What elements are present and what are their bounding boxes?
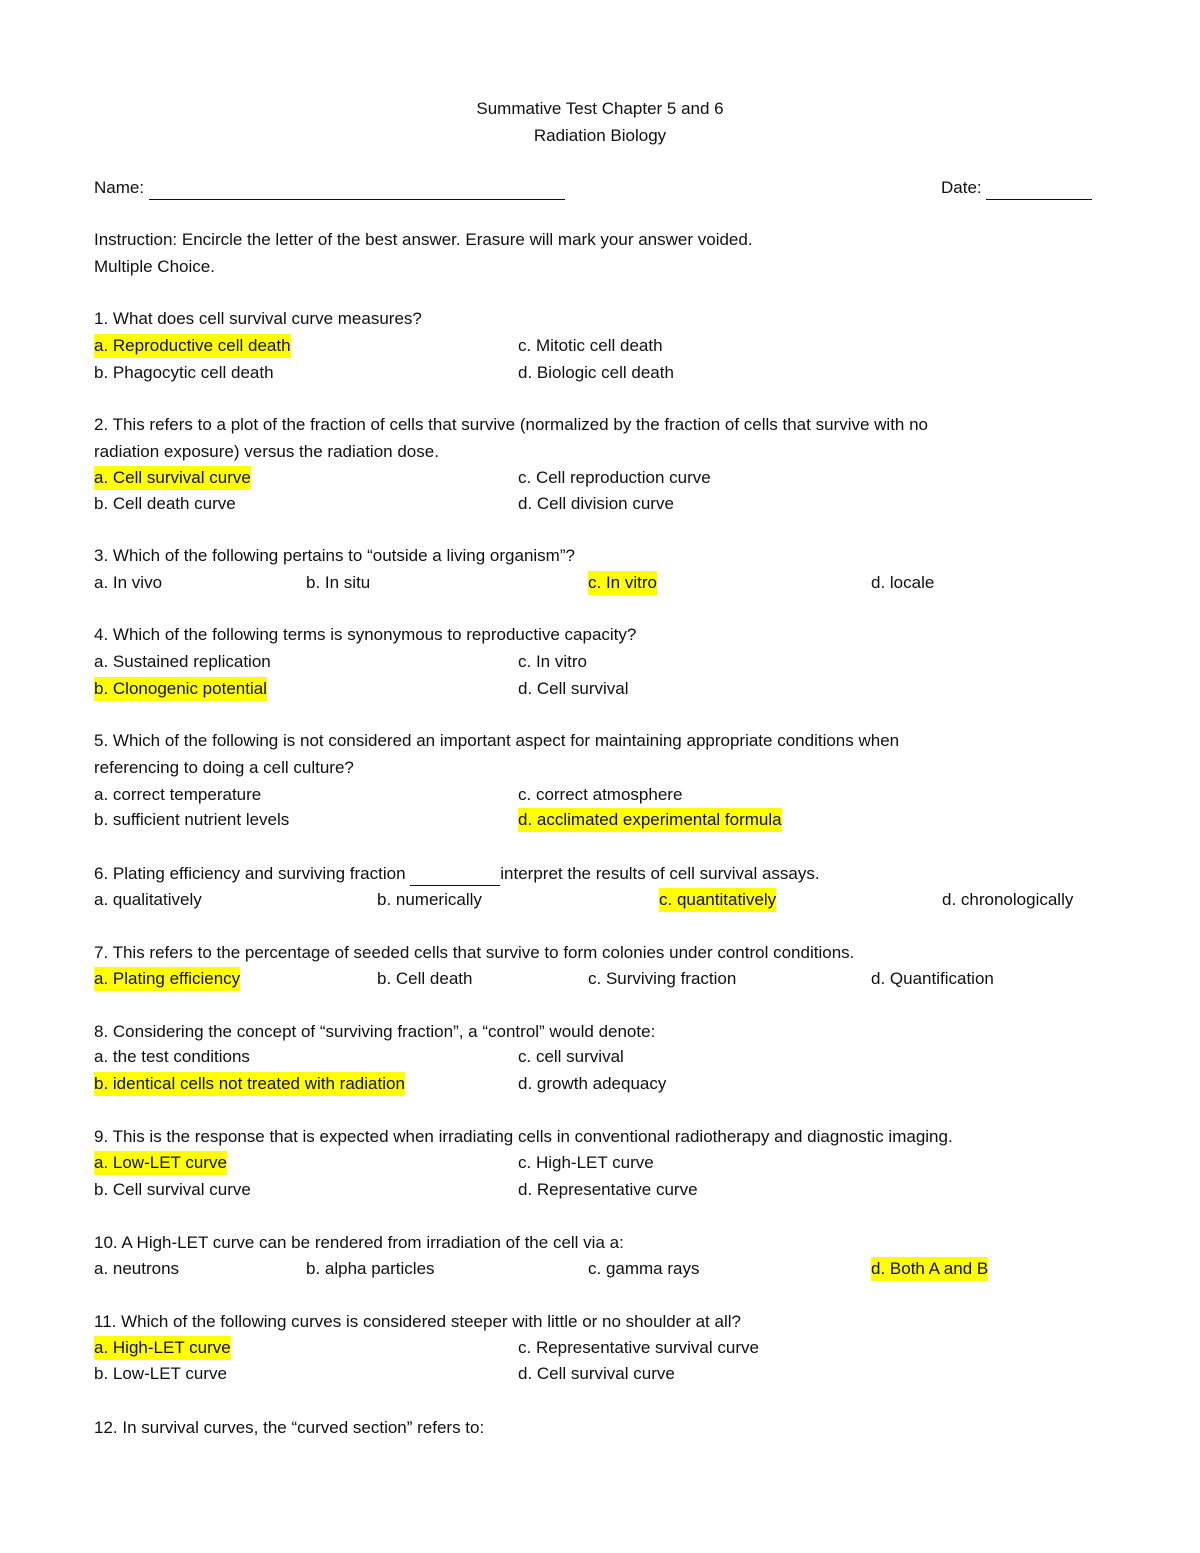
q1-option-c[interactable]: c. Mitotic cell death <box>518 336 663 355</box>
q4-option-b[interactable]: b. Clonogenic potential <box>94 677 267 701</box>
q8-option-c[interactable]: c. cell survival <box>518 1047 624 1066</box>
q6-option-c[interactable]: c. quantitatively <box>659 888 776 912</box>
q9-option-a[interactable]: a. Low-LET curve <box>94 1151 227 1175</box>
q1-option-d[interactable]: d. Biologic cell death <box>518 363 674 382</box>
q11-option-a[interactable]: a. High-LET curve <box>94 1336 231 1360</box>
instruction-text: Instruction: Encircle the letter of the best answer. Erasure will mark your answer voided. <box>94 230 753 249</box>
question-10: 10. A High-LET curve can be rendered from irradiation of the cell via a: <box>94 1233 624 1252</box>
q4-option-a[interactable]: a. Sustained replication <box>94 652 271 671</box>
question-2: 2. This refers to a plot of the fraction of cells that survive (normalized by the fraction of cells that survive with no <box>94 415 929 434</box>
name-label: Name: <box>94 178 145 197</box>
q5-option-c[interactable]: c. correct atmosphere <box>518 785 683 804</box>
q5-option-d[interactable]: d. acclimated experimental formula <box>518 808 782 832</box>
q2-option-b[interactable]: b. Cell death curve <box>94 494 236 513</box>
name-field[interactable] <box>94 176 565 200</box>
section-heading: Multiple Choice. <box>94 257 215 276</box>
q10-option-d[interactable]: d. Both A and B <box>871 1257 988 1281</box>
q6-option-a[interactable]: a. qualitatively <box>94 890 202 909</box>
q4-option-d[interactable]: d. Cell survival <box>518 679 629 698</box>
q7-option-b[interactable]: b. Cell death <box>377 969 473 988</box>
q5-option-a[interactable]: a. correct temperature <box>94 785 262 804</box>
q3-option-b[interactable]: b. In situ <box>306 573 371 592</box>
question-8: 8. Considering the concept of “surviving fraction”, a “control” would denote: <box>94 1022 656 1041</box>
question-2-cont: radiation exposure) versus the radiation dose. <box>94 442 439 461</box>
q5-option-b[interactable]: b. sufficient nutrient levels <box>94 810 290 829</box>
q10-option-c[interactable]: c. gamma rays <box>588 1259 700 1278</box>
q8-option-a[interactable]: a. the test conditions <box>94 1047 250 1066</box>
q6-option-b[interactable]: b. numerically <box>377 890 482 909</box>
q6-option-d[interactable]: d. chronologically <box>942 890 1074 909</box>
date-label: Date: <box>941 178 982 197</box>
question-4: 4. Which of the following terms is synonymous to reproductive capacity? <box>94 625 637 644</box>
q2-option-d[interactable]: d. Cell division curve <box>518 494 674 513</box>
question-7: 7. This refers to the percentage of seeded cells that survive to form colonies under control conditions. <box>94 943 855 962</box>
question-6-end: interpret the results of cell survival assays. <box>500 864 820 883</box>
q7-option-d[interactable]: d. Quantification <box>871 969 994 988</box>
question-9: 9. This is the response that is expected when irradiating cells in conventional radiotherapy and diagnostic imaging. <box>94 1127 953 1146</box>
q8-option-b[interactable]: b. identical cells not treated with radiation <box>94 1072 405 1096</box>
q6-blank <box>410 867 500 886</box>
q9-option-c[interactable]: c. High-LET curve <box>518 1153 654 1172</box>
question-5-cont: referencing to doing a cell culture? <box>94 758 354 777</box>
question-3: 3. Which of the following pertains to “outside a living organism”? <box>94 546 575 565</box>
q7-option-a[interactable]: a. Plating efficiency <box>94 967 240 991</box>
document-subtitle: Radiation Biology <box>533 126 667 145</box>
q9-option-d[interactable]: d. Representative curve <box>518 1180 698 1199</box>
q2-option-c[interactable]: c. Cell reproduction curve <box>518 468 711 487</box>
question-11: 11. Which of the following curves is considered steeper with little or no shoulder at all? <box>94 1312 741 1331</box>
q3-option-d[interactable]: d. locale <box>871 573 935 592</box>
q10-option-b[interactable]: b. alpha particles <box>306 1259 435 1278</box>
q3-option-c[interactable]: c. In vitro <box>588 571 657 595</box>
q10-option-a[interactable]: a. neutrons <box>94 1259 180 1278</box>
q8-option-d[interactable]: d. growth adequacy <box>518 1074 667 1093</box>
question-6-start: 6. Plating efficiency and surviving fraction <box>94 864 406 883</box>
q1-option-b[interactable]: b. Phagocytic cell death <box>94 363 274 382</box>
q11-option-b[interactable]: b. Low-LET curve <box>94 1364 227 1383</box>
q2-option-a[interactable]: a. Cell survival curve <box>94 466 251 490</box>
question-1: 1. What does cell survival curve measures? <box>94 309 422 328</box>
question-12: 12. In survival curves, the “curved section” refers to: <box>94 1418 485 1437</box>
document-title: Summative Test Chapter 5 and 6 <box>476 99 724 118</box>
question-5: 5. Which of the following is not considered an important aspect for maintaining appropriate conditions when <box>94 731 900 750</box>
question-6 <box>94 862 820 886</box>
q11-option-c[interactable]: c. Representative survival curve <box>518 1338 759 1357</box>
q7-option-c[interactable]: c. Surviving fraction <box>588 969 737 988</box>
date-field[interactable] <box>941 176 1092 200</box>
date-blank[interactable] <box>986 181 1092 200</box>
name-blank[interactable] <box>149 181 565 200</box>
q1-option-a[interactable]: a. Reproductive cell death <box>94 334 291 358</box>
q3-option-a[interactable]: a. In vivo <box>94 573 163 592</box>
q11-option-d[interactable]: d. Cell survival curve <box>518 1364 675 1383</box>
q9-option-b[interactable]: b. Cell survival curve <box>94 1180 251 1199</box>
q4-option-c[interactable]: c. In vitro <box>518 652 587 671</box>
